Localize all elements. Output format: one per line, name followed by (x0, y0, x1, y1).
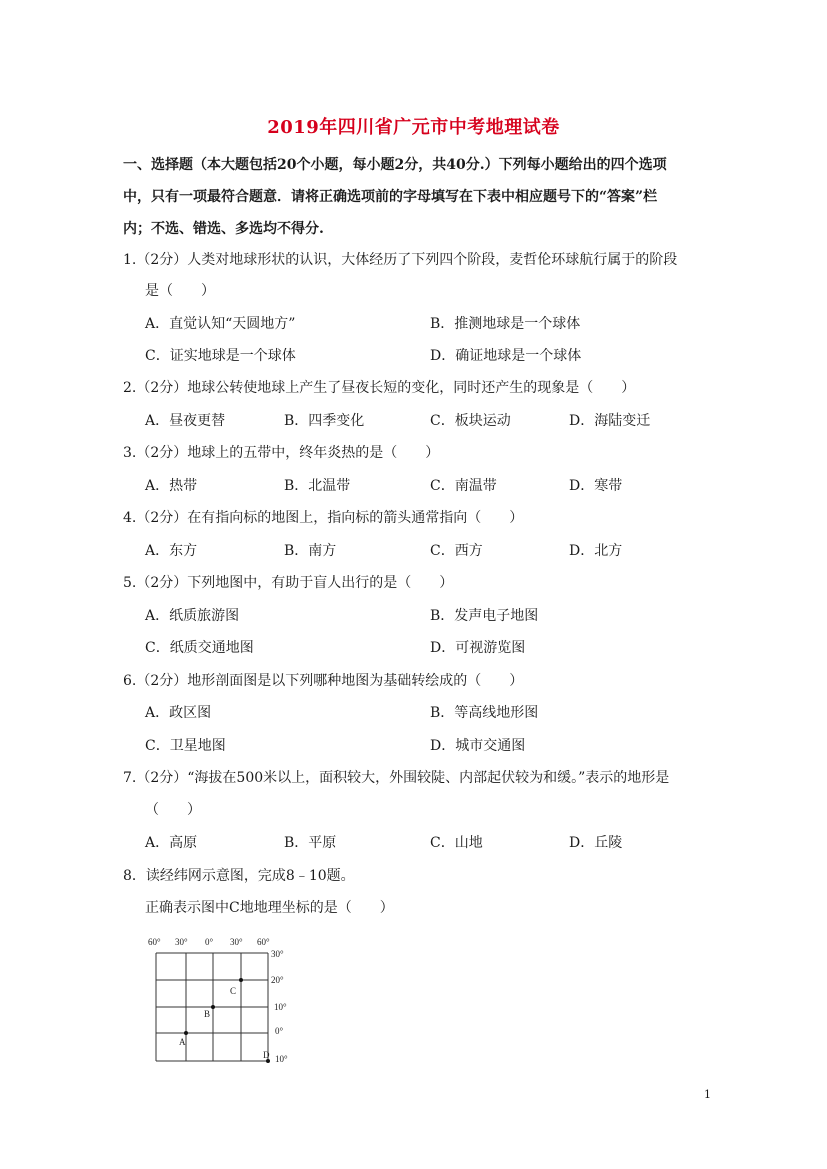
point-b-label: B (204, 1009, 211, 1019)
question-1-stem-cont: 是（ ） (145, 283, 215, 299)
question-1-option-d: D．确证地球是一个球体 (430, 348, 582, 364)
question-5-stem: 5.（2分）下列地图中，有助于盲人出行的是（ ） (123, 575, 454, 591)
question-1-option-a: A．直觉认知“天圆地方” (145, 316, 296, 332)
question-2-option-c: C．板块运动 (430, 413, 511, 429)
right-label-10n: 10° (274, 1002, 287, 1012)
question-2-stem: 2.（2分）地球公转使地球上产生了昼夜长短的变化，同时还产生的现象是（ ） (123, 380, 636, 396)
question-8-subquestion: 正确表示图中C地地理坐标的是（ ） (145, 900, 394, 916)
question-7-option-d: D．丘陵 (569, 835, 623, 851)
section-instruction-line-3: 内；不选、错选、多选均不得分. (123, 221, 324, 237)
question-4-option-c: C．西方 (430, 543, 483, 559)
question-4-option-d: D．北方 (569, 543, 623, 559)
question-7-option-a: A．高原 (145, 835, 198, 851)
question-7-stem: 7.（2分）“海拔在500米以上，面积较大，外围较陡、内部起伏较为和缓。”表示的地形是 (123, 770, 670, 786)
top-label-60e: 60° (257, 937, 270, 947)
section-instruction-line-2: 中，只有一项最符合题意．请将正确选项前的字母填写在下表中相应题号下的“答案”栏 (123, 189, 658, 205)
latlon-grid-figure (144, 933, 304, 1065)
point-a-dot (184, 1031, 188, 1035)
question-2-option-a: A．昼夜更替 (145, 413, 226, 429)
section-instruction-line-1: 一、选择题（本大题包括20个小题，每小题2分，共40分.）下列每小题给出的四个选项 (123, 157, 667, 173)
top-label-30e: 30° (230, 937, 243, 947)
top-label-60w: 60° (148, 937, 161, 947)
question-6-option-c: C．卫星地图 (145, 738, 226, 754)
question-6-stem: 6.（2分）地形剖面图是以下列哪种地图为基础转绘成的（ ） (123, 673, 524, 689)
right-label-10s: 10° (275, 1054, 288, 1064)
question-3-option-c: C．南温带 (430, 478, 497, 494)
question-1-option-c: C．证实地球是一个球体 (145, 348, 296, 364)
page-number: 1 (704, 1088, 711, 1101)
question-3-stem: 3.（2分）地球上的五带中，终年炎热的是（ ） (123, 445, 440, 461)
right-label-0: 0° (275, 1026, 284, 1036)
question-5-option-b: B．发声电子地图 (430, 608, 539, 624)
point-c-label: C (230, 986, 237, 996)
top-label-30w: 30° (175, 937, 188, 947)
question-6-option-b: B．等高线地形图 (430, 705, 539, 721)
question-5-option-c: C．纸质交通地图 (145, 640, 254, 656)
right-label-20n: 20° (271, 975, 284, 985)
question-6-option-d: D．城市交通图 (430, 738, 526, 754)
point-a-label: A (179, 1037, 186, 1047)
question-3-option-b: B．北温带 (284, 478, 351, 494)
question-7-stem-cont: （ ） (145, 802, 201, 818)
right-label-30n: 30° (271, 949, 284, 959)
top-label-0: 0° (205, 937, 214, 947)
point-d-label: D (263, 1050, 270, 1060)
question-5-option-a: A．纸质旅游图 (145, 608, 240, 624)
question-6-option-a: A．政区图 (145, 705, 212, 721)
question-3-option-d: D．寒带 (569, 478, 623, 494)
question-4-stem: 4.（2分）在有指向标的地图上，指向标的箭头通常指向（ ） (123, 510, 524, 526)
question-7-option-c: C．山地 (430, 835, 483, 851)
question-2-option-d: D．海陆变迁 (569, 413, 651, 429)
page-title: 2019年四川省广元市中考地理试卷 (267, 117, 560, 138)
question-8-stem: 8．读经纬网示意图，完成8﹣10题。 (123, 868, 355, 884)
question-4-option-b: B．南方 (284, 543, 337, 559)
point-b-dot (211, 1005, 215, 1009)
question-1-option-b: B．推测地球是一个球体 (430, 316, 581, 332)
question-7-option-b: B．平原 (284, 835, 337, 851)
point-c-dot (239, 978, 243, 982)
question-3-option-a: A．热带 (145, 478, 198, 494)
question-1-stem: 1.（2分）人类对地球形状的认识，大体经历了下列四个阶段，麦哲伦环球航行属于的阶段 (123, 252, 678, 268)
question-4-option-a: A．东方 (145, 543, 198, 559)
question-5-option-d: D．可视游览图 (430, 640, 526, 656)
question-2-option-b: B．四季变化 (284, 413, 365, 429)
